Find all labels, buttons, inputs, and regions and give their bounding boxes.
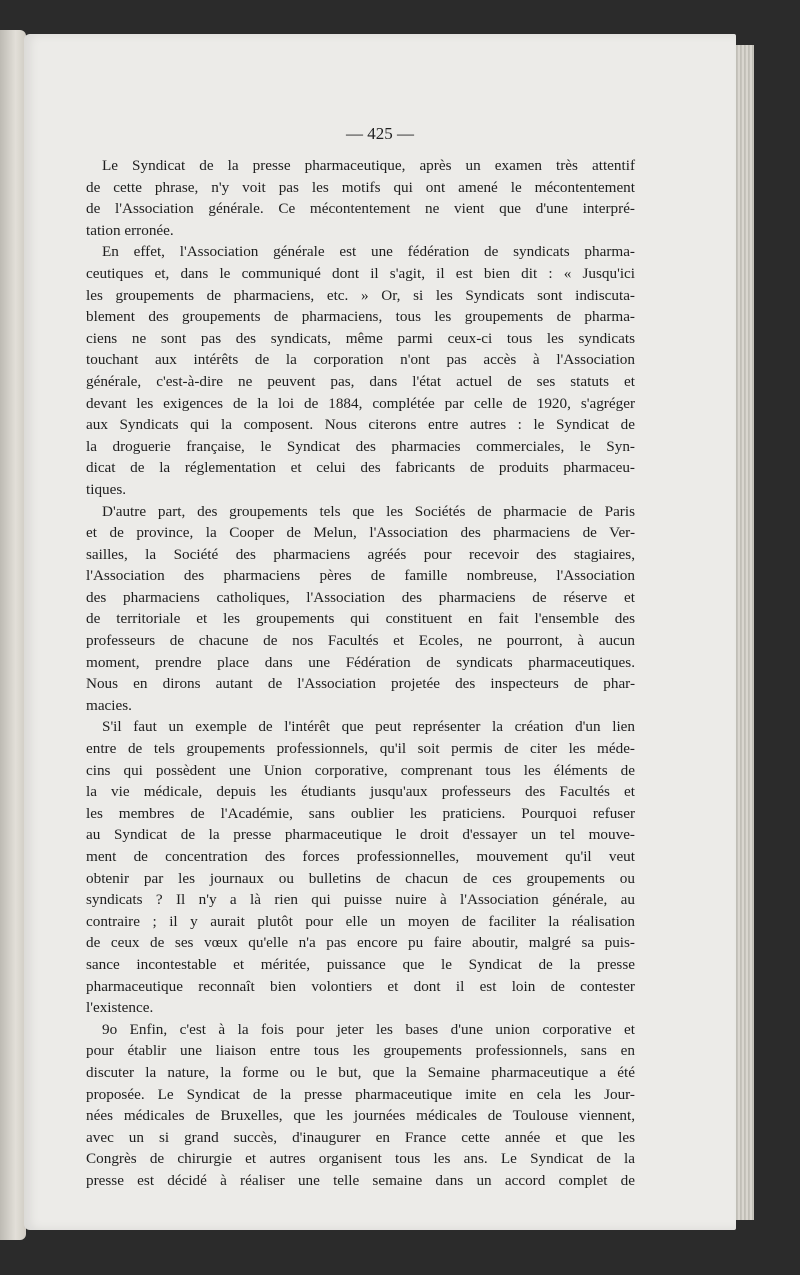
text-line: générale, c'est-à-dire ne peuvent pas, dans l'état actuel de ses statuts et [86, 372, 635, 390]
text-line: touchant aux intérêts de la corporation n'ont pas accès à l'Association [86, 351, 635, 369]
text-line: entre de tels groupements professionnels, qu'il soit permis de citer les méde- [86, 740, 635, 758]
text-line: sailles, la Société des pharmaciens agréés pour recevoir des stagiaires, [86, 545, 635, 563]
text-line: ment de concentration des forces professionnelles, mouvement qu'il veut [86, 848, 635, 865]
text-line: proposée. Le Syndicat de la presse pharmaceutique imite en cela les Jour- [86, 1085, 635, 1103]
text-line: de cette phrase, n'y voit pas les motifs qui ont amené le mécontentement [86, 178, 635, 196]
text-line: discuter la nature, la forme ou le but, que la Semaine pharmaceutique a été [86, 1063, 635, 1081]
text-line: nées médicales de Bruxelles, que les journées médicales de Toulouse viennent, [86, 1107, 635, 1125]
text-line: aux Syndicats qui la composent. Nous citerons entre autres : le Syndicat de [86, 416, 635, 434]
text-line: blement des groupements de pharmaciens, tous les groupements de pharma- [86, 308, 635, 326]
text-line: macies. [86, 696, 132, 714]
text-line: pour établir une liaison entre tous les groupements professionnels, sans en [86, 1042, 635, 1060]
text-line: les membres de l'Académie, sans oublier les praticiens. Pourquoi refuser [86, 804, 635, 822]
text-line: Congrès de chirurgie et autres organisent tous les ans. Le Syndicat de la [86, 1150, 635, 1168]
text-line: Nous en dirons autant de l'Association projetée des inspecteurs de phar- [86, 675, 635, 693]
text-line: pharmaceutique reconnaît bien volontiers et dont il est loin de contester [86, 977, 635, 995]
text-line: des pharmaciens catholiques, l'Association des pharmaciens de réserve et [86, 588, 635, 606]
text-line: cins qui possèdent une Union corporative, comprenant tous les éléments de [86, 761, 635, 779]
book-page [24, 34, 736, 1230]
text-line: devant les exigences de la loi de 1884, complétée par celle de 1920, s'agréger [86, 394, 635, 412]
text-line: sance incontestable et méritée, puissance que le Syndicat de la presse [86, 955, 635, 973]
text-line: de ceux de ses vœux qu'elle n'a pas encore pu faire aboutir, malgré sa puis- [86, 934, 635, 952]
text-line: tation erronée. [86, 221, 174, 239]
page-number: — 425 — [346, 124, 414, 143]
text-line: S'il faut un exemple de l'intérêt que peut représenter la création d'un lien [102, 718, 635, 736]
text-line: 9o Enfin, c'est à la fois pour jeter les bases d'une union corporative et [102, 1020, 635, 1038]
text-line: professeurs de chacune de nos Facultés et Ecoles, ne pourront, à aucun [86, 632, 635, 650]
text-line: En effet, l'Association générale est une fédération de syndicats pharma- [102, 243, 635, 261]
text-line: l'existence. [86, 999, 154, 1017]
text-line: et de province, la Cooper de Melun, l'Association des pharmaciens de Ver- [86, 524, 635, 542]
text-line: l'Association des pharmaciens pères de famille nombreuse, l'Association [86, 567, 635, 585]
text-line: la droguerie française, le Syndicat des pharmacies commerciales, le Syn- [86, 437, 635, 455]
text-line: de territoriale et les groupements qui constituent en fait l'ensemble des [86, 610, 635, 628]
text-line: syndicats ? Il n'y a là rien qui puisse nuire à l'Association générale, au [86, 891, 635, 909]
text-line: tiques. [86, 480, 127, 498]
text-line: Le Syndicat de la presse pharmaceutique, après un examen très attentif [102, 157, 635, 174]
previous-page-edge [0, 30, 26, 1240]
text-line: ciens ne sont pas des syndicats, même parmi ceux-ci tous les syndicats [86, 329, 635, 347]
text-line: les groupements de pharmaciens, etc. » Or, si les Syndicats sont indiscuta- [86, 286, 635, 304]
text-line: D'autre part, des groupements tels que les Sociétés de pharmacie de Paris [102, 502, 635, 520]
text-line: presse est décidé à réaliser une telle semaine dans un accord complet de [86, 1171, 635, 1189]
text-line: moment, prendre place dans une Fédération de syndicats pharmaceutiques. [86, 653, 635, 671]
text-line: au Syndicat de la presse pharmaceutique le droit d'essayer un tel mouve- [86, 826, 635, 844]
text-line: dicat de la réglementation et celui des fabricants de produits pharmaceu- [86, 459, 635, 477]
text-line: de l'Association générale. Ce mécontentement ne vient que d'une interpré- [86, 200, 635, 218]
text-line: la vie médicale, depuis les étudiants jusqu'aux professeurs des Facultés et [86, 783, 635, 801]
text-line: avec un si grand succès, d'inaugurer en France cette année et que les [86, 1128, 635, 1146]
text-line: ceutiques et, dans le communiqué dont il s'agit, il est bien dit : « Jusqu'ici [86, 264, 635, 282]
text-line: contraire ; il y aurait plutôt pour elle un moyen de faciliter la réalisation [86, 912, 635, 930]
text-line: obtenir par les journaux ou bulletins de chacun de ces groupements ou [86, 869, 635, 887]
body-text [86, 155, 635, 1192]
